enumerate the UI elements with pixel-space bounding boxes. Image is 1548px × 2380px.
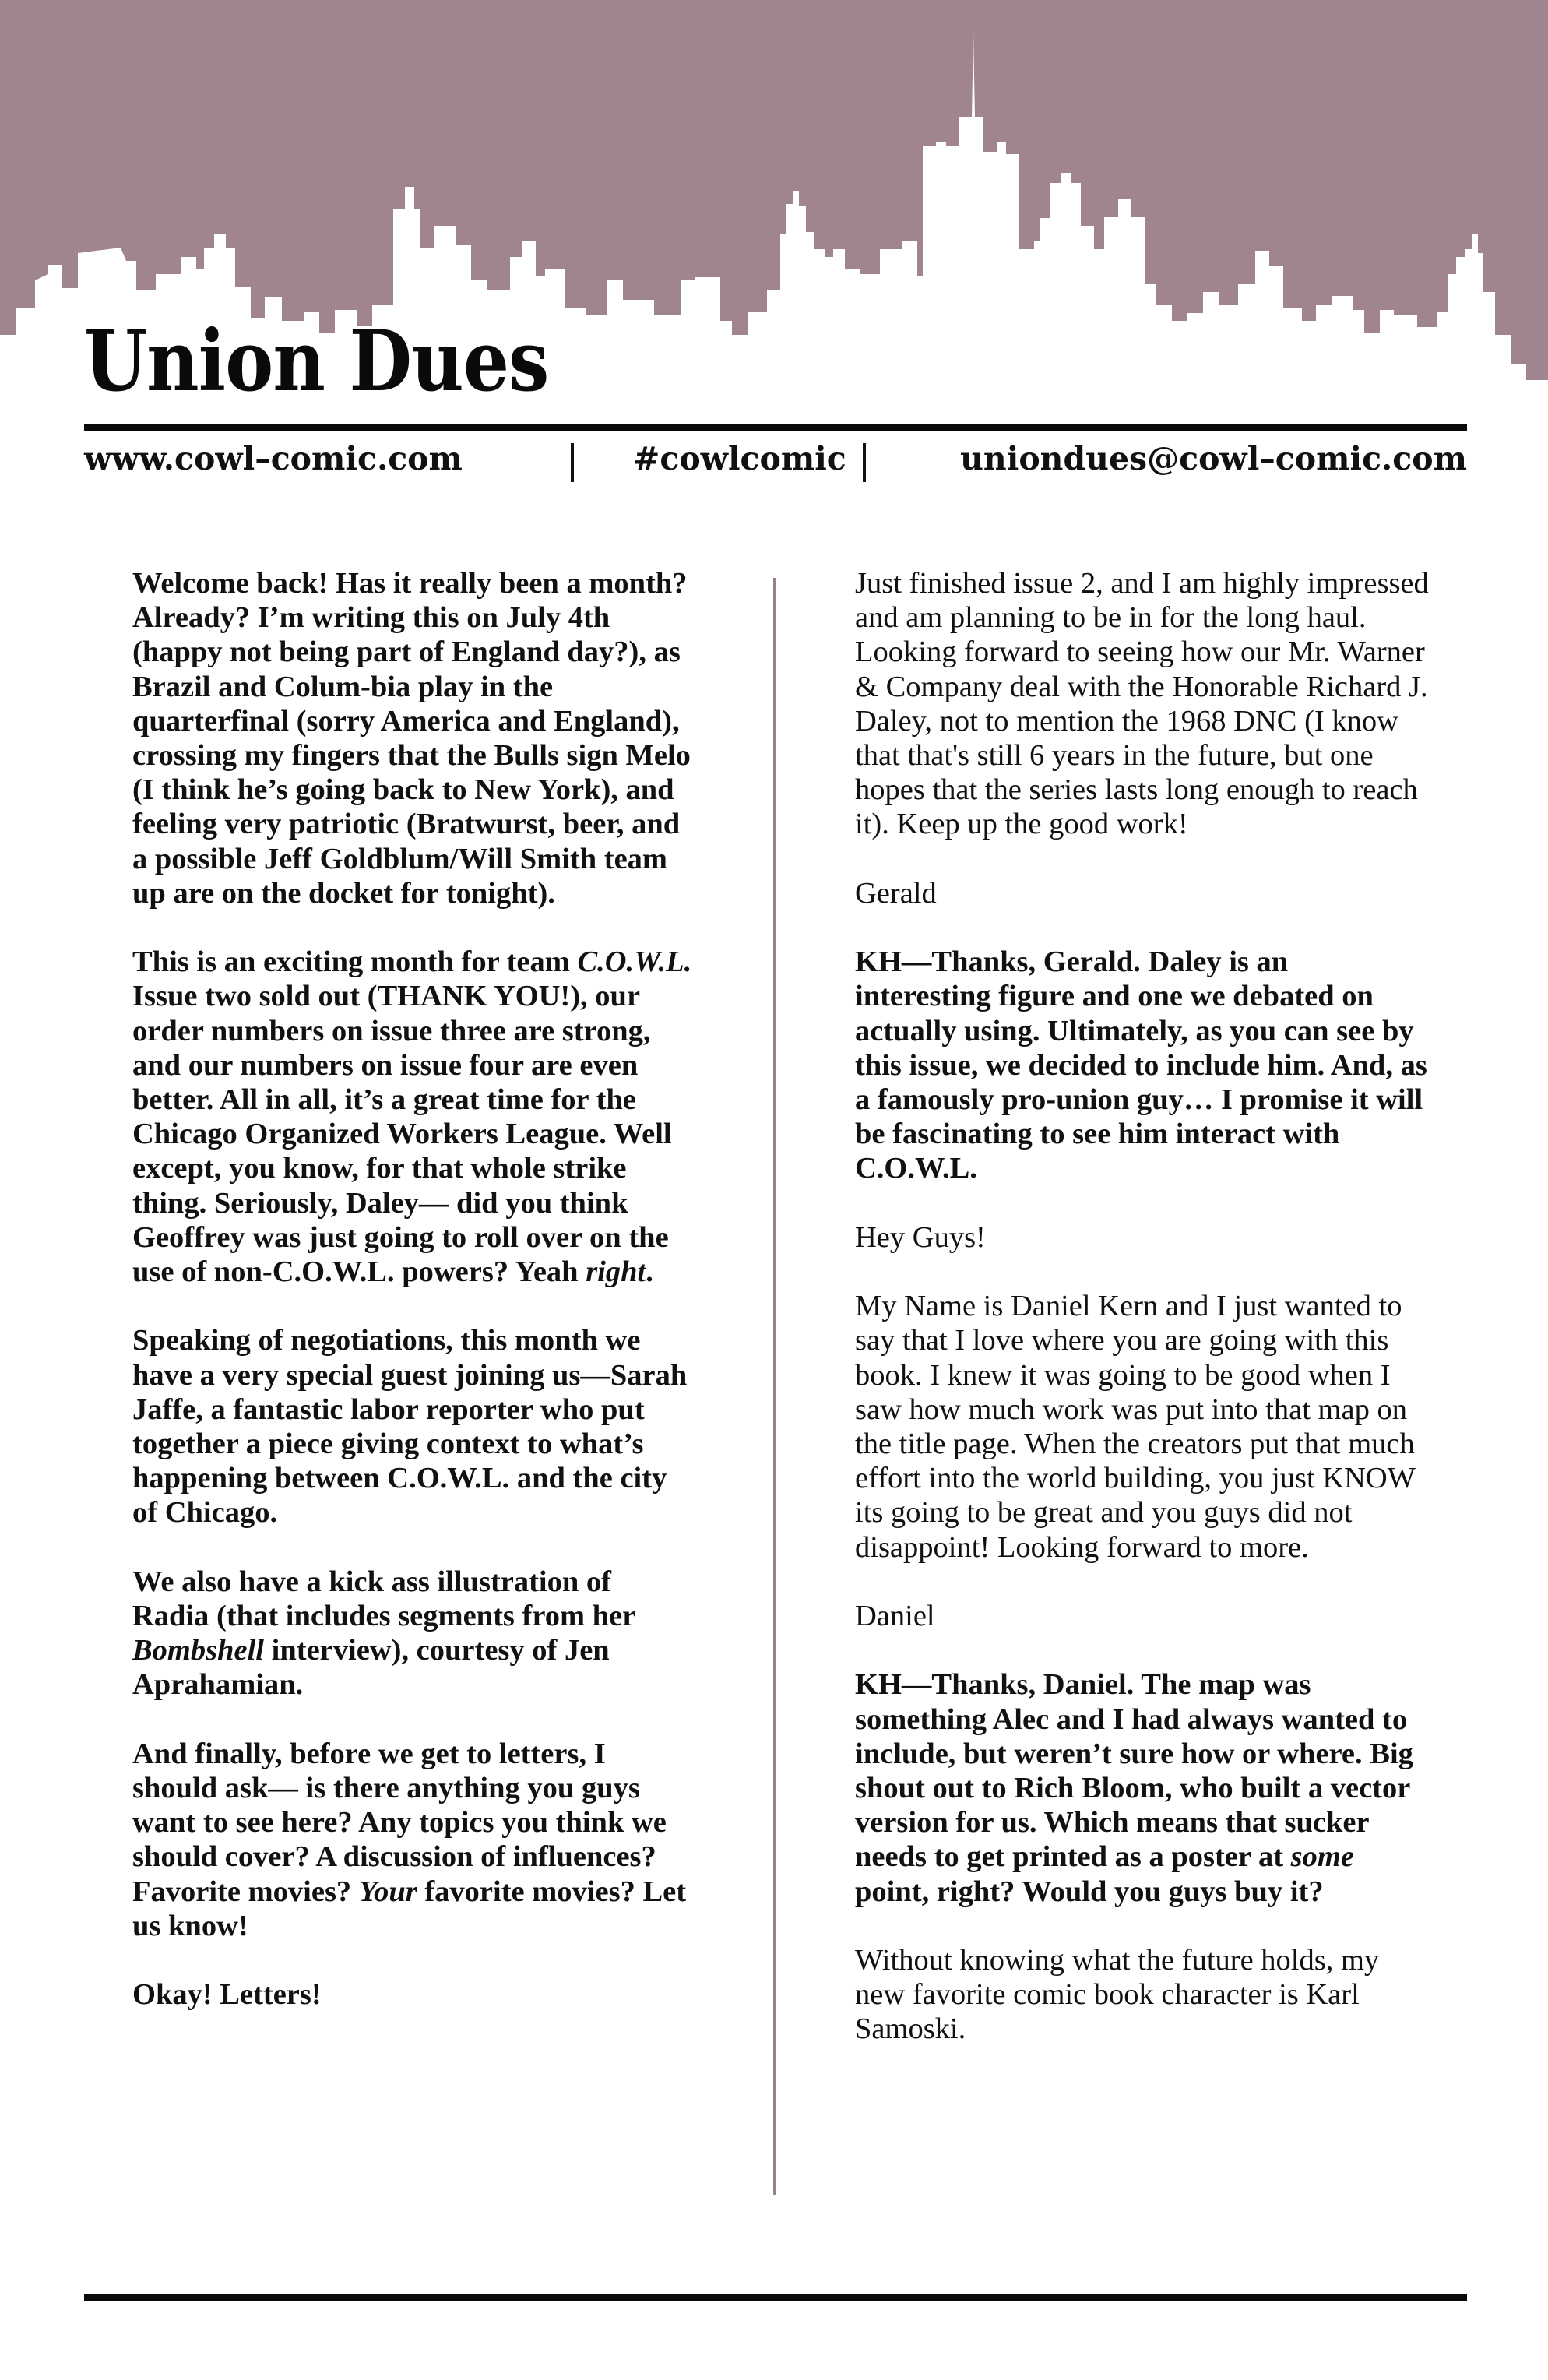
signature-daniel: Daniel <box>855 1600 935 1633</box>
text-run: We also have a kick ass illustration of Radia (that includes segments from her <box>132 1565 635 1633</box>
text-run: point, right? Would you guys buy it? <box>855 1875 1324 1908</box>
text-run-italic: Your <box>358 1875 417 1908</box>
text-run: . <box>646 1255 653 1289</box>
closing-paragraph: Without knowing what the future holds, my new favorite comic book character is Karl Samoski. <box>855 1944 1380 2046</box>
question-paragraph <box>132 1737 693 1943</box>
news-paragraph <box>132 945 693 1289</box>
hashtag[interactable]: #cowlcomic <box>633 440 846 477</box>
separator <box>863 443 866 482</box>
contact-bar <box>84 440 1467 487</box>
text-run: Issue two sold out (THANK YOU!), our order numbers on issue three are strong, and our numbers on issue four are even better. All in all, it’s a great time for the Chicago Organized Workers League. Well except, you know, for that whole strike thing. Seriously, Daley— did you think Geoffrey was just going to roll over on the use of non-C.O.W.L. powers? Yeah <box>132 980 672 1289</box>
letters-column <box>855 566 1431 2081</box>
separator <box>571 443 574 482</box>
column-divider <box>773 578 776 2195</box>
reply-gerald: KH—Thanks, Gerald. Daley is an interesting figure and one we debated on actually using. Ultimately, as you can see by this issue, we decided to include him. And, as a famously pro-union guy… I promise it will be fascinating to see him interact with C.O.W.L. <box>855 945 1427 1185</box>
illustration-paragraph <box>132 1565 693 1702</box>
website-link[interactable]: www.cowl–comic.com <box>84 440 463 477</box>
footer-rule <box>84 2294 1467 2301</box>
letter-daniel: My Name is Daniel Kern and I just wanted to say that I love where you are going with this book. I knew it was going to be good when I saw how much work was put into that map on the title page. When the creators put that much effort into the world building, you just KNOW its going to be great and you guys did not disappoint! Looking forward to more. <box>855 1290 1416 1564</box>
letters-heading: Okay! Letters! <box>132 1978 322 2012</box>
text-run-italic: Bombshell <box>132 1634 265 1667</box>
signature-gerald: Gerald <box>855 876 937 910</box>
intro-paragraph: Welcome back! Has it really been a month? Already? I’m writing this on July 4th (happy not being part of England day?), as Brazil and Colum-bia play in the quarterfinal (sorry America and England), crossing my fingers that the Bulls sign Melo (I think he’s going back to New York), and feeling very patriotic (Bratwurst, beer, and a possible Jeff Goldblum/Will Smith team up are on the docket for tonight). <box>132 567 691 910</box>
header-rule <box>84 424 1467 431</box>
text-run-italic: right <box>586 1255 646 1289</box>
text-run: This is an exciting month for team <box>132 945 578 979</box>
text-run-italic: C.O.W.L. <box>577 945 692 979</box>
text-run: interview), courtesy of Jen Aprahamian. <box>132 1634 610 1702</box>
letter-gerald: Just finished issue 2, and I am highly impressed and am planning to be in for the long haul. Looking forward to seeing how our Mr. Warner & Company deal with the Honorable Richard J. Daley, not to mention the 1968 DNC (I know that that's still 6 years in the future, but one hopes that the series lasts long enough to reach it). Keep up the good work! <box>855 567 1429 841</box>
text-run-italic: some <box>1290 1840 1354 1874</box>
guest-paragraph: Speaking of negotiations, this month we have a very special guest joining us—Sarah Jaffe, a fantastic labor reporter who put together a piece giving context to what’s happening between C.O.W.L. and the city of Chicago. <box>132 1324 688 1530</box>
text-run: And finally, before we get to letters, I should ask— is there anything you guys want to see here? Any topics you think we should cover? A discussion of influences? Favorite movies? <box>132 1737 667 1908</box>
greeting-daniel: Hey Guys! <box>855 1220 986 1254</box>
email-link[interactable]: uniondues@cowl–comic.com <box>960 440 1467 477</box>
page-title: Union Dues <box>84 312 549 410</box>
editorial-column <box>132 566 693 2047</box>
text-run: favorite movies? Let us know! <box>132 1875 687 1942</box>
reply-daniel <box>855 1667 1431 1908</box>
text-run: KH—Thanks, Daniel. The map was something Alec and I had always wanted to include, but weren’t sure how or where. Big shout out to Rich Bloom, who built a vector version for us. Which means that sucker needs to get printed as a poster at <box>855 1668 1413 1874</box>
